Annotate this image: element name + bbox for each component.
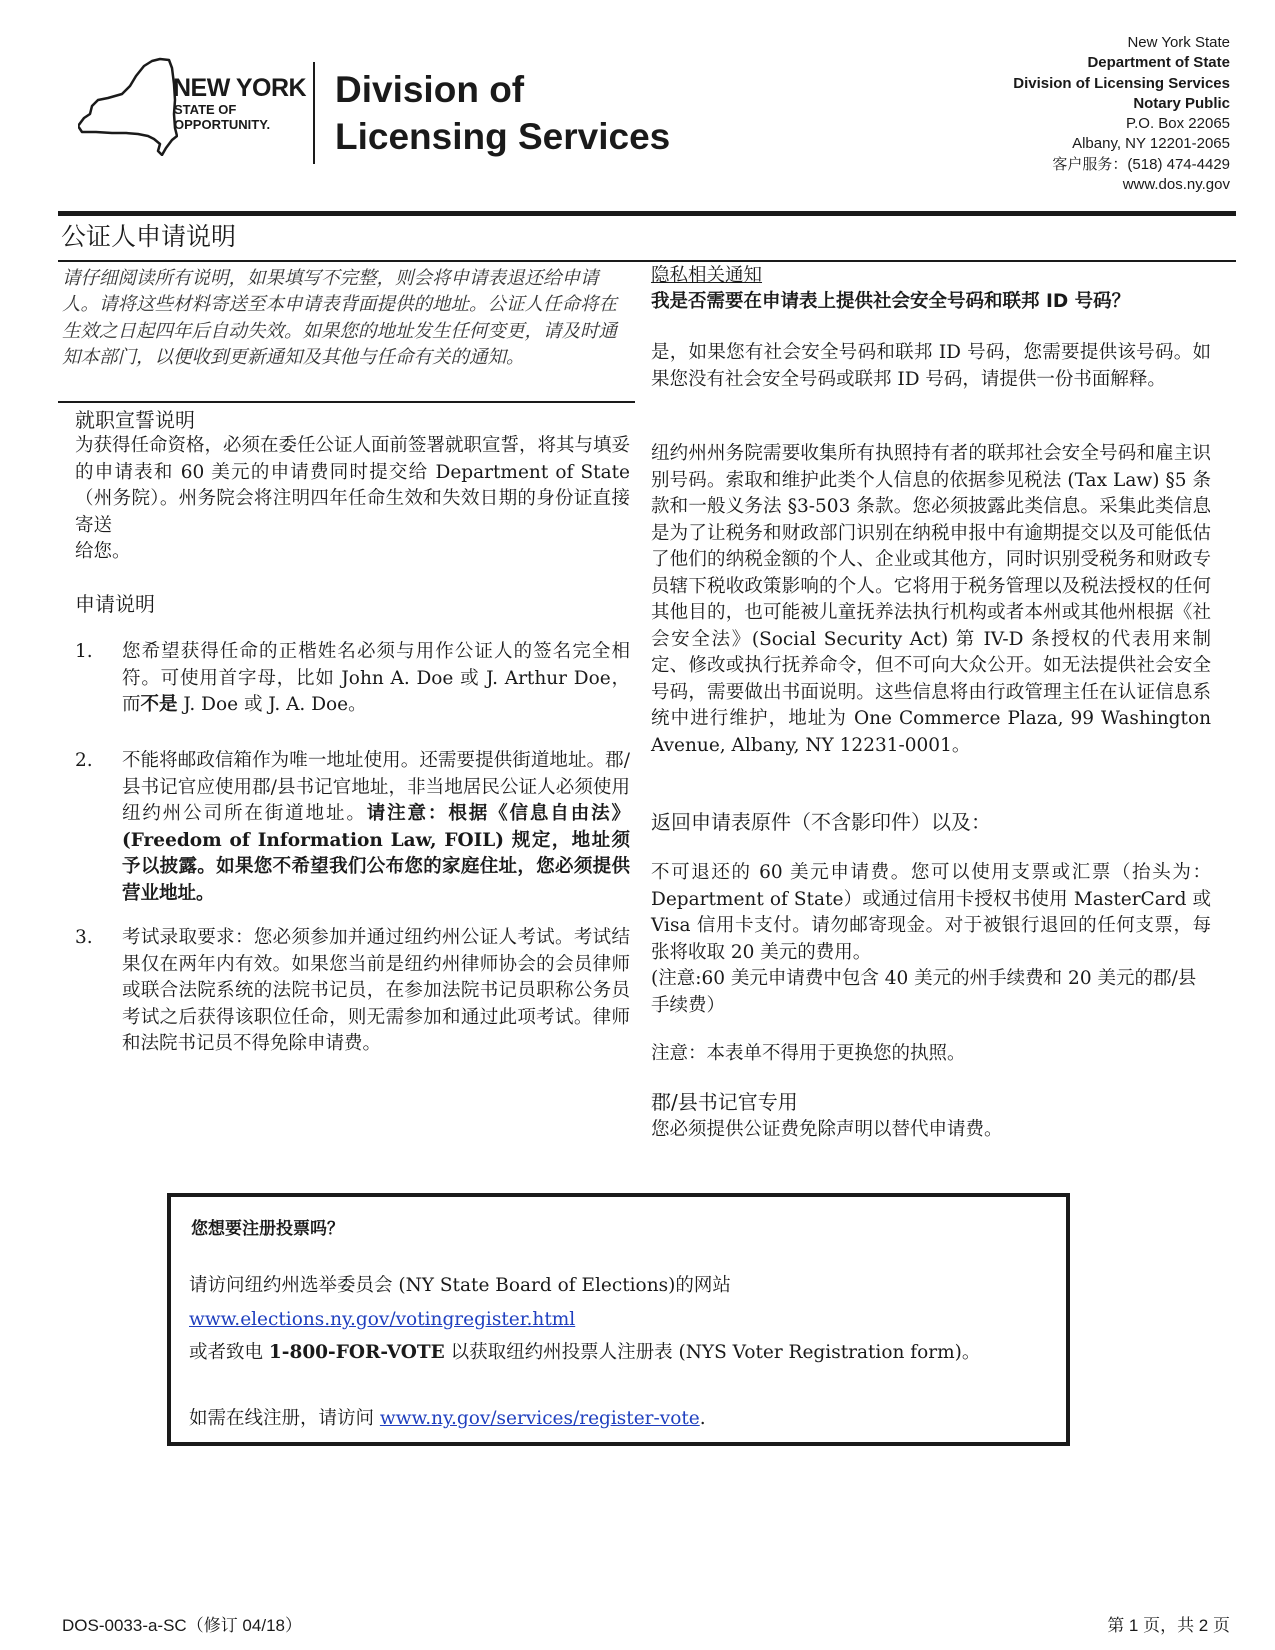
privacy-details: 纽约州州务院需要收集所有执照持有者的联邦社会安全号码和雇主识别号码。索取和维护此类个人信息的依据参见税法 (Tax Law) §5 条款和一般义务法 §3-503 条款。您必须披露此类信息。采集此类信息是为了让税务和财政部门识别在纳税申报中有逾期提交以及可能低估了他们的纳税金额的个人、企业或其他方，同时识别受税务和财政专员辖下税收政策影响的个人。它将用于税务管理以及税法授权的任何其他目的，也可能被儿童抚养法执行机构或者本州或其他州根据《社会安全法》(Social Security Act) 第 IV-D 条授权的代表用来制定、修改或执行抚养命令，但不可向大众公开。如无法提供社会安全号码，需要做出书面说明。这些信息将由行政管理主任在认证信息系统中进行维护，地址为 One Commerce Plaza, 99 Washington Avenue, Albany, NY 12231-0001。	[651, 443, 1211, 756]
privacy-answer: 是，如果您有社会安全号码和联邦 ID 号码，您需要提供该号码。如果您没有社会安全号码或联邦 ID 号码，请提供一份书面解释。	[651, 342, 1211, 390]
title-rule	[58, 260, 1236, 262]
contact-block	[1013, 33, 1230, 195]
voter-phone: 1-800-FOR-VOTE	[268, 1342, 445, 1363]
header-rule	[58, 211, 1236, 216]
list-text: 不能将邮政信箱作为唯一地址使用。还需要提供街道地址。郡/县书记官应使用郡/县书记官地址，非当地居民公证人必须使用纽约州公司所在街道地址。请注意：根据《信息自由法》(Freedom of Information Law, FOIL) 规定，地址须予以披露。如果您不希望我们公布您的家庭住址，您必须提供营业地址。	[122, 750, 630, 904]
oath-heading: 就职宣誓说明	[75, 408, 195, 432]
fee-paragraph: 不可退还的 60 美元申请费。您可以使用支票或汇票（抬头为：Department of State）或通过信用卡授权书使用 MasterCard 或 Visa 信用卡支付。请勿邮寄现金。对于被银行退回的任何支票，每张将收取 20 美元的费用。 (注意:60 美元申请费中包含 40 美元的州手续费和 20 美元的郡/县手续费）	[651, 862, 1211, 1016]
ny-brand-wordmark: NEW YORK	[173, 74, 307, 102]
list-number: 2.	[75, 750, 93, 771]
voter-question: 您想要注册投票吗？	[191, 1219, 344, 1239]
ny-state-map-logo	[78, 56, 178, 156]
return-heading: 返回申请表原件（不含影印件）以及：	[651, 810, 991, 834]
contact-website[interactable]: www.dos.ny.gov	[1122, 176, 1230, 194]
intro-paragraph: 请仔细阅读所有说明，如果填写不完整，则会将申请表退还给申请人。请将这些材料寄送至本申请表背面提供的地址。公证人任命将在生效之日起四年后自动失效。如果您的地址发生任何变更，请及时通知本部门，以便收到更新通知及其他与任命有关的通知。	[62, 268, 618, 368]
voter-registration-box	[167, 1193, 1070, 1446]
contact-department: Department of State	[1087, 54, 1230, 72]
clerk-paragraph: 您必须提供公证费免除声明以替代申请费。	[651, 1119, 1003, 1140]
privacy-heading: 隐私相关通知	[651, 265, 763, 286]
elections-link[interactable]: www.elections.ny.gov/votingregister.html	[189, 1309, 576, 1330]
list-text: 考试录取要求：您必须参加并通过纽约州公证人考试。考试结果仅在两年内有效。如果您当前是纽约州律师协会的会员律师或联合法院系统的法院书记员，在参加法院书记员职称公务员考试之后获得该职位任命，则无需参加和通过此项考试。律师和法院书记员不得免除申请费。	[122, 927, 630, 1054]
application-heading: 申请说明	[75, 592, 155, 616]
license-note: 注意：本表单不得用于更换您的执照。	[651, 1043, 966, 1064]
oath-paragraph: 为获得任命资格，必须在委任公证人面前签署就职宣誓，将其与填妥的申请表和 60 美元的申请费同时提交给 Department of State （州务院）。州务院会将注明四年任命生效和失效日期的身份证直接寄送 给您。	[75, 435, 631, 562]
contact-city: Albany, NY 12201-2065	[1072, 135, 1230, 153]
voter-instructions: 请访问纽约州选举委员会 (NY State Board of Elections)的网站	[189, 1275, 731, 1296]
ny-brand-tagline: STATE OF OPPORTUNITY.	[174, 102, 271, 132]
voter-phone-line: 或者致电 1-800-FOR-VOTE 以获取纽约州投票人注册表 (NYS Voter Registration form)。	[189, 1342, 981, 1363]
form-id: DOS-0033-a-SC（修订 04/18）	[62, 1616, 302, 1635]
clerk-heading: 郡/县书记官专用	[651, 1090, 798, 1114]
contact-phone: 客户服务：(518) 474-4429	[1052, 155, 1230, 173]
list-number: 3.	[75, 927, 93, 948]
contact-po-box: P.O. Box 22065	[1126, 115, 1230, 133]
list-number: 1.	[75, 641, 93, 662]
contact-division: Division of Licensing Services	[1013, 74, 1230, 92]
list-text: 您希望获得任命的正楷姓名必须与用作公证人的签名完全相符。可使用首字母，比如 John A. Doe 或 J. Arthur Doe，而不是 J. Doe 或 J. A. Doe。	[122, 641, 630, 715]
header-divider	[313, 62, 315, 164]
voter-online-line: 如需在线注册，请访问 www.ny.gov/services/register-vote.	[189, 1408, 706, 1429]
contact-state: New York State	[1127, 34, 1230, 51]
division-title: Division of Licensing Services	[335, 69, 671, 157]
privacy-question: 我是否需要在申请表上提供社会安全号码和联邦 ID 号码？	[651, 291, 1131, 312]
contact-unit: Notary Public	[1133, 94, 1230, 112]
page-number: 第 1 页，共 2 页	[1107, 1616, 1230, 1635]
page-title: 公证人申请说明	[61, 222, 237, 251]
register-vote-link[interactable]: www.ny.gov/services/register-vote	[379, 1408, 700, 1429]
intro-rule	[58, 401, 635, 403]
